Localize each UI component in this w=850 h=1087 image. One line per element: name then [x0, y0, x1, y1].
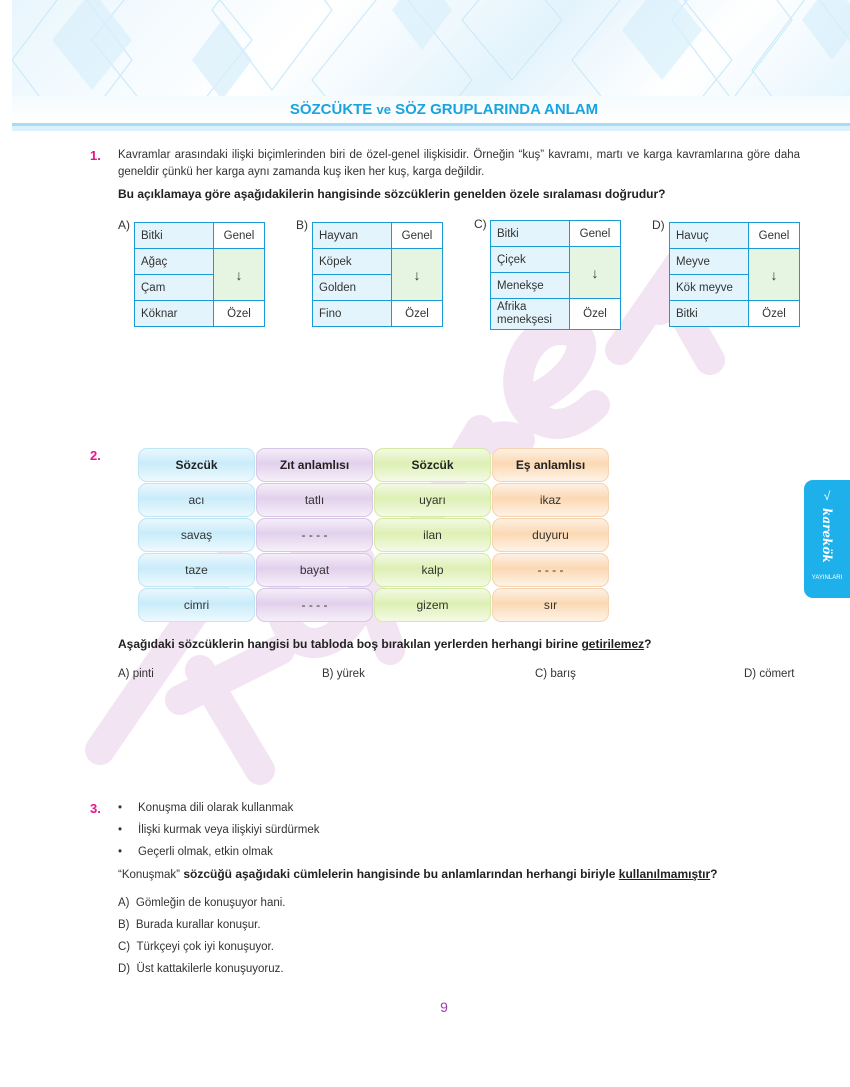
option-text: Burada kurallar konuşur. [135, 919, 261, 931]
general-label: Genel [749, 223, 800, 249]
cell: Köpek [313, 249, 392, 275]
table-cell: ikaz [492, 483, 609, 517]
option-label: A) [118, 897, 130, 909]
option-a-table [134, 222, 265, 327]
question-3-number: 3. [90, 801, 101, 816]
option-d-table [669, 222, 800, 327]
general-label: Genel [570, 221, 621, 247]
general-label: Genel [214, 223, 265, 249]
question-2-prompt [118, 636, 808, 652]
header-cell: Sözcük [138, 448, 255, 482]
cell: Çiçek [491, 247, 570, 273]
table-cell: gizem [374, 588, 491, 622]
cell: Bitki [135, 223, 214, 249]
cell: Fino [313, 301, 392, 327]
option-d-label[interactable]: D) [652, 218, 665, 232]
table-cell: uyarı [374, 483, 491, 517]
sqrt-logo-icon: √ [823, 489, 831, 503]
question-1-text: Kavramlar arasındaki ilişki biçimlerinden biri de özel-genel ilişkisidir. Örneğin “kuş” kavramı, martı ve karga kavramlarına göre daha geneldir çünkü her karga aynı zamanda kuş iken her kuş, karga değildir. [118, 149, 800, 178]
title-part2: SÖZ GRUPLARINDA ANLAM [395, 101, 599, 118]
option-a-label[interactable]: A) [118, 218, 130, 232]
prompt-quote: “Konuşmak” [118, 869, 180, 881]
question-2-option-c[interactable]: C) barış [535, 668, 576, 680]
header-cell: Sözcük [374, 448, 491, 482]
cell: Afrika menekşesi [491, 299, 570, 330]
question-2-number: 2. [90, 448, 101, 463]
option-text: Türkçeyi çok iyi konuşuyor. [136, 941, 274, 953]
table-cell: bayat [256, 553, 373, 587]
prompt-emphasis: kullanılmamıştır [618, 867, 711, 881]
meaning-item: İlişki kurmak veya ilişkiyi sürdürmek [138, 824, 320, 836]
option-label: D) [118, 963, 131, 975]
cell: Menekşe [491, 273, 570, 299]
option-text: Gömleğin de konuşuyor hani. [135, 897, 286, 909]
specific-label: Özel [570, 299, 621, 330]
specific-label: Özel [214, 301, 265, 327]
meaning-item: Geçerli olmak, etkin olmak [138, 846, 273, 858]
meaning-item: Konuşma dili olarak kullanmak [138, 802, 294, 814]
table-cell: ilan [374, 518, 491, 552]
bullet-icon: • [118, 802, 123, 814]
cell: Hayvan [313, 223, 392, 249]
general-label: Genel [392, 223, 443, 249]
prompt-end: ? [710, 867, 718, 881]
cell: Meyve [670, 249, 749, 275]
down-arrow-icon: ↓ [570, 247, 621, 299]
option-b-label[interactable]: B) [296, 218, 308, 232]
cell: Golden [313, 275, 392, 301]
synonym-antonym-table [138, 448, 609, 622]
brand-text: karekök [820, 508, 834, 563]
option-c-table [490, 220, 621, 330]
table-cell-blank: - - - - [492, 553, 609, 587]
bullet-icon: • [118, 846, 123, 858]
cell: Kök meyve [670, 275, 749, 301]
question-3-option-c[interactable] [118, 939, 274, 955]
cell: Çam [135, 275, 214, 301]
question-3-prompt [118, 866, 818, 882]
down-arrow-icon: ↓ [749, 249, 800, 301]
prompt-text: sözcüğü aşağıdaki cümlelerin hangisinde bu anlamlarından herhangi biriyle [180, 867, 619, 881]
specific-label: Özel [749, 301, 800, 327]
karekok-side-tab[interactable] [804, 480, 850, 598]
question-2-option-a[interactable]: A) pinti [118, 668, 154, 680]
question-3-option-a[interactable] [118, 895, 285, 911]
title-part1: SÖZCÜKTE [289, 101, 373, 118]
brand-subtext: YAYINLARI [811, 575, 843, 581]
table-cell-blank: - - - - [256, 588, 373, 622]
cell: Bitki [670, 301, 749, 327]
prompt-text: Aşağıdaki sözcüklerin hangisi bu tabloda boş bırakılan yerlerden herhangi birine [118, 637, 582, 651]
table-cell: duyuru [492, 518, 609, 552]
table-cell: acı [138, 483, 255, 517]
table-cell: taze [138, 553, 255, 587]
header-cell: Eş anlamlısı [492, 448, 609, 482]
question-1-prompt: Bu açıklamaya göre aşağıdakilerin hangisinde sözcüklerin genelden özele sıralaması doğrudur? [118, 187, 666, 201]
question-1-number: 1. [90, 148, 101, 163]
cell: Ağaç [135, 249, 214, 275]
prompt-emphasis: getirilemez [581, 637, 645, 651]
bullet-icon: • [118, 824, 123, 836]
option-label: C) [118, 941, 131, 953]
option-c-label[interactable]: C) [474, 217, 487, 231]
down-arrow-icon: ↓ [214, 249, 265, 301]
table-cell: tatlı [256, 483, 373, 517]
option-text: Üst kattakilerle konuşuyoruz. [136, 963, 284, 975]
specific-label: Özel [392, 301, 443, 327]
cell: Bitki [491, 221, 570, 247]
question-3-option-d[interactable] [118, 961, 284, 977]
question-2-option-b[interactable]: B) yürek [322, 668, 365, 680]
cell: Köknar [135, 301, 214, 327]
title-connector: ve [376, 102, 391, 117]
table-cell-blank: - - - - [256, 518, 373, 552]
option-b-table [312, 222, 443, 327]
header-cell: Zıt anlamlısı [256, 448, 373, 482]
prompt-end: ? [644, 637, 652, 651]
question-2-option-d[interactable]: D) cömert [744, 668, 795, 680]
table-cell: cimri [138, 588, 255, 622]
cell: Havuç [670, 223, 749, 249]
question-3-option-b[interactable] [118, 917, 261, 933]
down-arrow-icon: ↓ [392, 249, 443, 301]
option-label: B) [118, 919, 130, 931]
table-cell: sır [492, 588, 609, 622]
page-number: 9 [440, 999, 448, 1015]
table-cell: savaş [138, 518, 255, 552]
table-cell: kalp [374, 553, 491, 587]
